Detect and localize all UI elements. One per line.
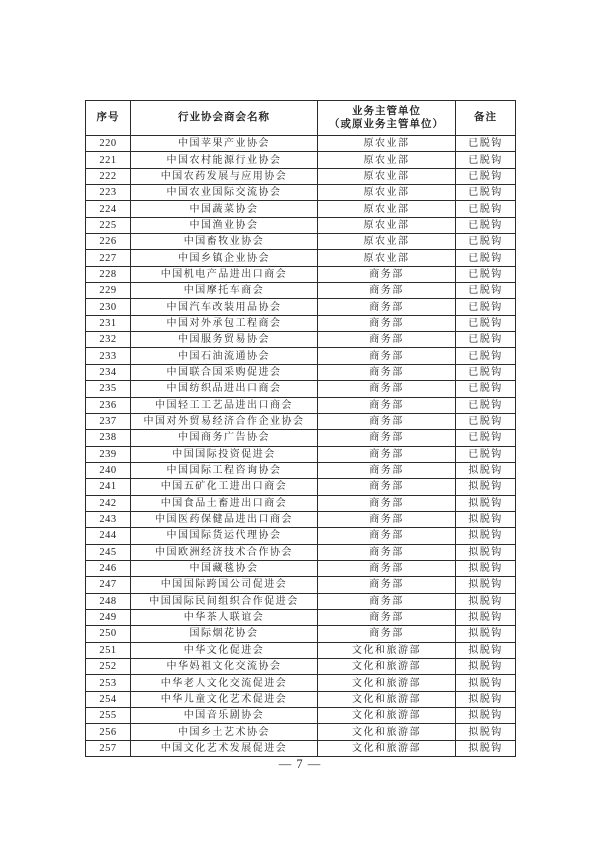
association-name-cell: 中华老人文化交流促进会 — [131, 675, 318, 691]
serial-number-cell: 247 — [86, 577, 131, 593]
table-row — [86, 724, 516, 740]
association-name-cell: 中华儿童文化艺术促进会 — [131, 691, 318, 707]
supervisory-unit-cell: 商务部 — [318, 593, 456, 609]
supervisory-unit-cell: 原农业部 — [318, 185, 456, 201]
supervisory-unit-cell: 商务部 — [318, 348, 456, 364]
association-name-cell: 中国五矿化工进出口商会 — [131, 479, 318, 495]
remark-cell: 拟脱钩 — [456, 528, 516, 544]
serial-number-cell: 237 — [86, 413, 131, 429]
serial-number-cell: 228 — [86, 266, 131, 282]
serial-number-cell: 235 — [86, 381, 131, 397]
association-name-cell: 中国摩托车商会 — [131, 283, 318, 299]
supervisory-unit-cell: 原农业部 — [318, 217, 456, 233]
table-row — [86, 250, 516, 266]
remark-cell: 已脱钩 — [456, 446, 516, 462]
table-row — [86, 152, 516, 168]
table-row — [86, 479, 516, 495]
serial-number-cell: 233 — [86, 348, 131, 364]
association-name-cell: 中国机电产品进出口商会 — [131, 266, 318, 282]
remark-cell: 已脱钩 — [456, 381, 516, 397]
remark-cell: 已脱钩 — [456, 136, 516, 152]
remark-cell: 已脱钩 — [456, 332, 516, 348]
table-row — [86, 626, 516, 642]
remark-cell: 已脱钩 — [456, 201, 516, 217]
supervisory-unit-cell: 文化和旅游部 — [318, 691, 456, 707]
supervisory-unit-cell: 商务部 — [318, 626, 456, 642]
association-name-cell: 国际烟花协会 — [131, 626, 318, 642]
table-row — [86, 675, 516, 691]
remark-cell: 拟脱钩 — [456, 659, 516, 675]
table-row — [86, 462, 516, 478]
serial-number-cell: 239 — [86, 446, 131, 462]
serial-number-cell: 256 — [86, 724, 131, 740]
association-name-cell: 中国蔬菜协会 — [131, 201, 318, 217]
table-row — [86, 397, 516, 413]
remark-cell: 已脱钩 — [456, 217, 516, 233]
supervisory-unit-cell: 文化和旅游部 — [318, 708, 456, 724]
supervisory-unit-cell: 商务部 — [318, 266, 456, 282]
association-name-cell: 中国音乐剧协会 — [131, 708, 318, 724]
serial-number-cell: 253 — [86, 675, 131, 691]
serial-number-cell: 252 — [86, 659, 131, 675]
remark-cell: 已脱钩 — [456, 152, 516, 168]
supervisory-unit-cell: 商务部 — [318, 511, 456, 527]
table-row — [86, 691, 516, 707]
table-row — [86, 315, 516, 331]
serial-number-cell: 257 — [86, 740, 131, 756]
association-name-cell: 中华茶人联谊会 — [131, 609, 318, 625]
table-row — [86, 217, 516, 233]
supervisory-unit-cell: 文化和旅游部 — [318, 659, 456, 675]
table-row — [86, 430, 516, 446]
supervisory-unit-cell: 商务部 — [318, 397, 456, 413]
supervisory-unit-cell: 商务部 — [318, 381, 456, 397]
table-row — [86, 577, 516, 593]
remark-cell: 拟脱钩 — [456, 724, 516, 740]
association-name-cell: 中国国际货运代理协会 — [131, 528, 318, 544]
table-row — [86, 642, 516, 658]
supervisory-unit-cell: 文化和旅游部 — [318, 675, 456, 691]
remark-cell: 已脱钩 — [456, 266, 516, 282]
remark-cell: 已脱钩 — [456, 185, 516, 201]
table-body — [86, 136, 516, 757]
association-name-cell: 中国乡土艺术协会 — [131, 724, 318, 740]
supervisory-unit-cell: 文化和旅游部 — [318, 740, 456, 756]
supervisory-unit-cell: 商务部 — [318, 332, 456, 348]
remark-cell: 拟脱钩 — [456, 511, 516, 527]
remark-cell: 拟脱钩 — [456, 560, 516, 576]
association-name-cell: 中国汽车改装用品协会 — [131, 299, 318, 315]
table-row — [86, 266, 516, 282]
table-row — [86, 544, 516, 560]
association-name-cell: 中国轻工工艺品进出口商会 — [131, 397, 318, 413]
association-name-cell: 中国渔业协会 — [131, 217, 318, 233]
serial-number-cell: 232 — [86, 332, 131, 348]
association-name-cell: 中国对外承包工程商会 — [131, 315, 318, 331]
supervisory-unit-cell: 原农业部 — [318, 234, 456, 250]
supervisory-unit-cell: 原农业部 — [318, 152, 456, 168]
table-row — [86, 185, 516, 201]
table-row — [86, 136, 516, 152]
supervisory-unit-cell: 商务部 — [318, 577, 456, 593]
table-row — [86, 348, 516, 364]
table-row — [86, 332, 516, 348]
association-name-cell: 中国联合国采购促进会 — [131, 364, 318, 380]
association-name-cell: 中国国际投资促进会 — [131, 446, 318, 462]
header-association-name: 行业协会商会名称 — [131, 101, 318, 136]
table-row — [86, 495, 516, 511]
remark-cell: 拟脱钩 — [456, 740, 516, 756]
serial-number-cell: 241 — [86, 479, 131, 495]
remark-cell: 拟脱钩 — [456, 544, 516, 560]
page-number: — 7 — — [278, 757, 322, 771]
association-name-cell: 中国食品土畜进出口商会 — [131, 495, 318, 511]
supervisory-unit-cell: 商务部 — [318, 528, 456, 544]
remark-cell: 已脱钩 — [456, 364, 516, 380]
association-name-cell: 中国国际民间组织合作促进会 — [131, 593, 318, 609]
table-row — [86, 560, 516, 576]
table-header-row — [86, 101, 516, 136]
serial-number-cell: 238 — [86, 430, 131, 446]
table-row — [86, 511, 516, 527]
table-row — [86, 201, 516, 217]
supervisory-unit-cell: 商务部 — [318, 446, 456, 462]
remark-cell: 已脱钩 — [456, 397, 516, 413]
header-remark: 备注 — [456, 101, 516, 136]
table-row — [86, 446, 516, 462]
serial-number-cell: 220 — [86, 136, 131, 152]
association-name-cell: 中国农村能源行业协会 — [131, 152, 318, 168]
table-row — [86, 283, 516, 299]
association-name-cell: 中国农业国际交流协会 — [131, 185, 318, 201]
remark-cell: 拟脱钩 — [456, 462, 516, 478]
serial-number-cell: 223 — [86, 185, 131, 201]
serial-number-cell: 242 — [86, 495, 131, 511]
remark-cell: 已脱钩 — [456, 413, 516, 429]
association-name-cell: 中国乡镇企业协会 — [131, 250, 318, 266]
supervisory-unit-cell: 商务部 — [318, 609, 456, 625]
supervisory-unit-cell: 原农业部 — [318, 136, 456, 152]
association-name-cell: 中国服务贸易协会 — [131, 332, 318, 348]
serial-number-cell: 224 — [86, 201, 131, 217]
serial-number-cell: 222 — [86, 168, 131, 184]
association-name-cell: 中国农药发展与应用协会 — [131, 168, 318, 184]
serial-number-cell: 230 — [86, 299, 131, 315]
association-table — [85, 100, 516, 757]
table-row — [86, 708, 516, 724]
supervisory-unit-cell: 商务部 — [318, 283, 456, 299]
table-header — [86, 101, 516, 136]
table-row — [86, 168, 516, 184]
remark-cell: 已脱钩 — [456, 168, 516, 184]
remark-cell: 拟脱钩 — [456, 626, 516, 642]
serial-number-cell: 236 — [86, 397, 131, 413]
remark-cell: 已脱钩 — [456, 299, 516, 315]
table-row — [86, 234, 516, 250]
association-name-cell: 中国国际跨国公司促进会 — [131, 577, 318, 593]
association-name-cell: 中国纺织品进出口商会 — [131, 381, 318, 397]
header-supervisory-unit-line2: （或原业务主管单位） — [329, 119, 444, 130]
association-name-cell: 中华妈祖文化交流协会 — [131, 659, 318, 675]
association-name-cell: 中国石油流通协会 — [131, 348, 318, 364]
association-name-cell: 中国商务广告协会 — [131, 430, 318, 446]
association-name-cell: 中国医药保健品进出口商会 — [131, 511, 318, 527]
serial-number-cell: 245 — [86, 544, 131, 560]
supervisory-unit-cell: 原农业部 — [318, 250, 456, 266]
remark-cell: 已脱钩 — [456, 250, 516, 266]
table-row — [86, 413, 516, 429]
remark-cell: 拟脱钩 — [456, 691, 516, 707]
header-supervisory-unit — [318, 101, 456, 136]
association-name-cell: 中国苹果产业协会 — [131, 136, 318, 152]
table-row — [86, 299, 516, 315]
serial-number-cell: 225 — [86, 217, 131, 233]
remark-cell: 拟脱钩 — [456, 593, 516, 609]
table-row — [86, 659, 516, 675]
supervisory-unit-cell: 原农业部 — [318, 201, 456, 217]
serial-number-cell: 234 — [86, 364, 131, 380]
serial-number-cell: 248 — [86, 593, 131, 609]
association-name-cell: 中国畜牧业协会 — [131, 234, 318, 250]
supervisory-unit-cell: 商务部 — [318, 430, 456, 446]
serial-number-cell: 240 — [86, 462, 131, 478]
serial-number-cell: 246 — [86, 560, 131, 576]
supervisory-unit-cell: 文化和旅游部 — [318, 642, 456, 658]
table-row — [86, 528, 516, 544]
supervisory-unit-cell: 商务部 — [318, 560, 456, 576]
remark-cell: 拟脱钩 — [456, 708, 516, 724]
remark-cell: 已脱钩 — [456, 234, 516, 250]
supervisory-unit-cell: 商务部 — [318, 364, 456, 380]
remark-cell: 拟脱钩 — [456, 577, 516, 593]
serial-number-cell: 250 — [86, 626, 131, 642]
remark-cell: 拟脱钩 — [456, 642, 516, 658]
association-name-cell: 中国藏毯协会 — [131, 560, 318, 576]
supervisory-unit-cell: 商务部 — [318, 315, 456, 331]
table-row — [86, 609, 516, 625]
remark-cell: 拟脱钩 — [456, 609, 516, 625]
header-supervisory-unit-line1: 业务主管单位 — [352, 105, 421, 117]
supervisory-unit-cell: 商务部 — [318, 299, 456, 315]
remark-cell: 拟脱钩 — [456, 479, 516, 495]
remark-cell: 拟脱钩 — [456, 495, 516, 511]
serial-number-cell: 227 — [86, 250, 131, 266]
remark-cell: 已脱钩 — [456, 315, 516, 331]
supervisory-unit-cell: 商务部 — [318, 544, 456, 560]
table-row — [86, 593, 516, 609]
supervisory-unit-cell: 商务部 — [318, 495, 456, 511]
serial-number-cell: 249 — [86, 609, 131, 625]
remark-cell: 拟脱钩 — [456, 675, 516, 691]
table-row — [86, 381, 516, 397]
supervisory-unit-cell: 文化和旅游部 — [318, 724, 456, 740]
association-name-cell: 中华文化促进会 — [131, 642, 318, 658]
serial-number-cell: 254 — [86, 691, 131, 707]
table-row — [86, 364, 516, 380]
serial-number-cell: 243 — [86, 511, 131, 527]
serial-number-cell: 231 — [86, 315, 131, 331]
association-name-cell: 中国国际工程咨询协会 — [131, 462, 318, 478]
header-serial-number: 序号 — [86, 101, 131, 136]
table-row — [86, 740, 516, 756]
association-name-cell: 中国文化艺术发展促进会 — [131, 740, 318, 756]
association-name-cell: 中国欧洲经济技术合作协会 — [131, 544, 318, 560]
supervisory-unit-cell: 商务部 — [318, 413, 456, 429]
serial-number-cell: 255 — [86, 708, 131, 724]
supervisory-unit-cell: 商务部 — [318, 479, 456, 495]
serial-number-cell: 244 — [86, 528, 131, 544]
supervisory-unit-cell: 商务部 — [318, 462, 456, 478]
supervisory-unit-cell: 原农业部 — [318, 168, 456, 184]
serial-number-cell: 221 — [86, 152, 131, 168]
association-name-cell: 中国对外贸易经济合作企业协会 — [131, 413, 318, 429]
remark-cell: 已脱钩 — [456, 283, 516, 299]
serial-number-cell: 226 — [86, 234, 131, 250]
serial-number-cell: 229 — [86, 283, 131, 299]
remark-cell: 已脱钩 — [456, 430, 516, 446]
serial-number-cell: 251 — [86, 642, 131, 658]
remark-cell: 已脱钩 — [456, 348, 516, 364]
